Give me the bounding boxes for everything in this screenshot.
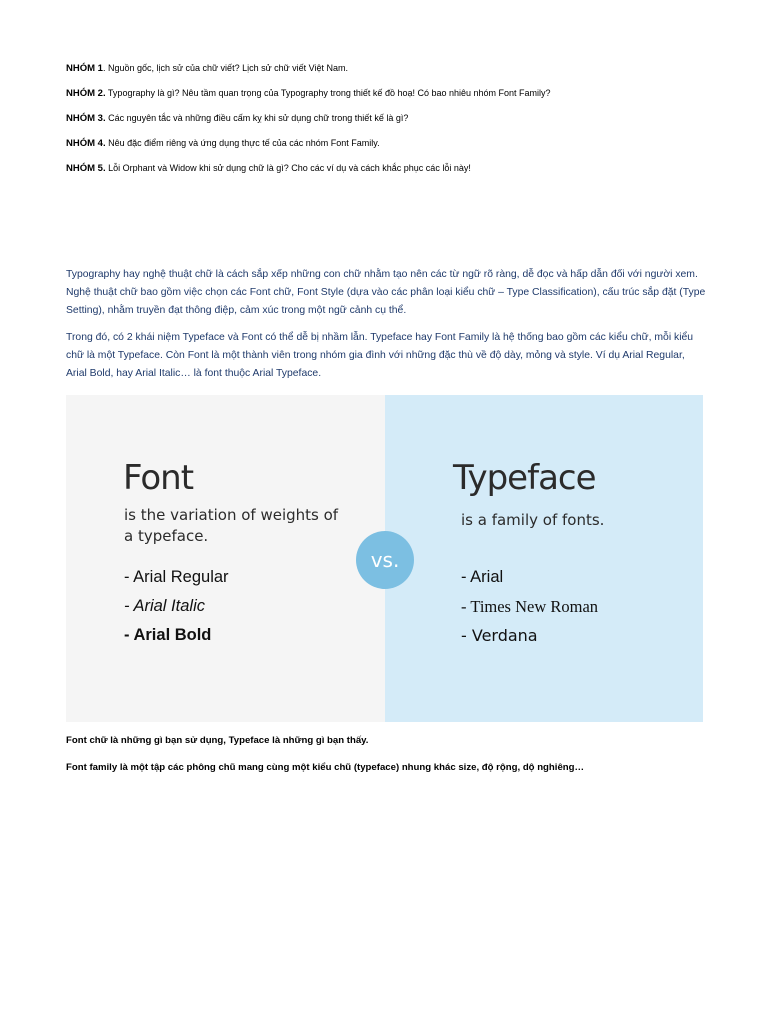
group-label: NHÓM 3.: [66, 113, 106, 124]
group-topic-list: [66, 62, 706, 187]
typeface-title: Typeface: [453, 458, 596, 498]
group-text: Lỗi Orphant và Widow khi sử dụng chữ là gì? Cho các ví dụ và cách khắc phục các lỗi này!: [105, 163, 471, 173]
font-example-item: - Arial Bold: [124, 626, 212, 644]
group-label: NHÓM 2.: [66, 88, 106, 99]
font-description: is the variation of weights of a typeface.: [124, 506, 339, 545]
font-title: Font: [123, 458, 194, 498]
group-item: [66, 162, 706, 187]
font-panel: [66, 395, 385, 722]
group-text: Nêu đặc điểm riêng và ứng dụng thực tế của các nhóm Font Family.: [105, 138, 380, 148]
group-item: [66, 62, 706, 87]
font-example-item: - Arial Regular: [124, 568, 229, 586]
note-font-family: Font family là một tập các phông chũ mang cùng một kiểu chũ (typeface) nhung khác size, độ rộng, dộ nghiêng…: [66, 762, 585, 773]
vs-badge: vs.: [356, 531, 414, 589]
typeface-example-item: - Times New Roman: [461, 597, 599, 616]
typeface-example-item: - Verdana: [461, 626, 538, 645]
group-item: [66, 112, 706, 137]
font-vs-typeface-figure: [66, 395, 703, 722]
typeface-description: is a family of fonts.: [461, 511, 605, 529]
typography-intro: [66, 266, 706, 392]
typeface-example-item: - Arial: [461, 568, 504, 586]
group-label: NHÓM 5.: [66, 163, 106, 174]
group-text: Các nguyên tắc và những điều cấm kỵ khi sử dụng chữ trong thiết kế là gì?: [105, 113, 409, 123]
group-item: [66, 87, 706, 112]
group-text: Typography là gì? Nêu tầm quan trọng của Typography trong thiết kế đồ hoạ! Có bao nhiêu nhóm Font Family?: [105, 88, 551, 98]
note-font-vs-typeface: Font chữ là những gì bạn sử dụng, Typeface là những gì bạn thấy.: [66, 735, 369, 746]
group-label: NHÓM 1: [66, 63, 103, 74]
group-text: . Nguồn gốc, lịch sử của chữ viết? Lịch sử chữ viết Việt Nam.: [102, 63, 348, 73]
intro-paragraph-typeface: Trong đó, có 2 khái niệm Typeface và Font có thể dễ bị nhầm lẫn. Typeface hay Font Family là hệ thống bao gồm các kiểu chữ, mỗi kiểu chữ là một Typeface. Còn Font là một thành viên trong nhóm gia đình với những đặc thù về độ dày, mỏng và style. Ví dụ Arial Regular, Arial Bold, hay Arial Italic… là font thuộc Arial Typeface.: [66, 332, 694, 379]
font-notes: [66, 734, 706, 788]
intro-paragraph-typography: Typography hay nghệ thuật chữ là cách sắp xếp những con chữ nhằm tạo nên các từ ngữ rõ ràng, dễ đọc và hấp dẫn đối với người xem. Nghệ thuật chữ bao gồm việc chọn các Font chữ, Font Style (dựa vào các phân loại kiểu chữ – Type Classification), cấu trúc sắp đặt (Type Setting), nhằm truyền đạt thông điệp, cảm xúc trong một ngữ cảnh cụ thể.: [66, 269, 706, 316]
group-label: NHÓM 4.: [66, 138, 106, 149]
typeface-panel: [385, 395, 703, 722]
font-example-list: [124, 563, 229, 650]
group-item: [66, 137, 706, 162]
typeface-example-list: [461, 563, 598, 650]
font-example-item: - Arial Italic: [124, 597, 205, 615]
